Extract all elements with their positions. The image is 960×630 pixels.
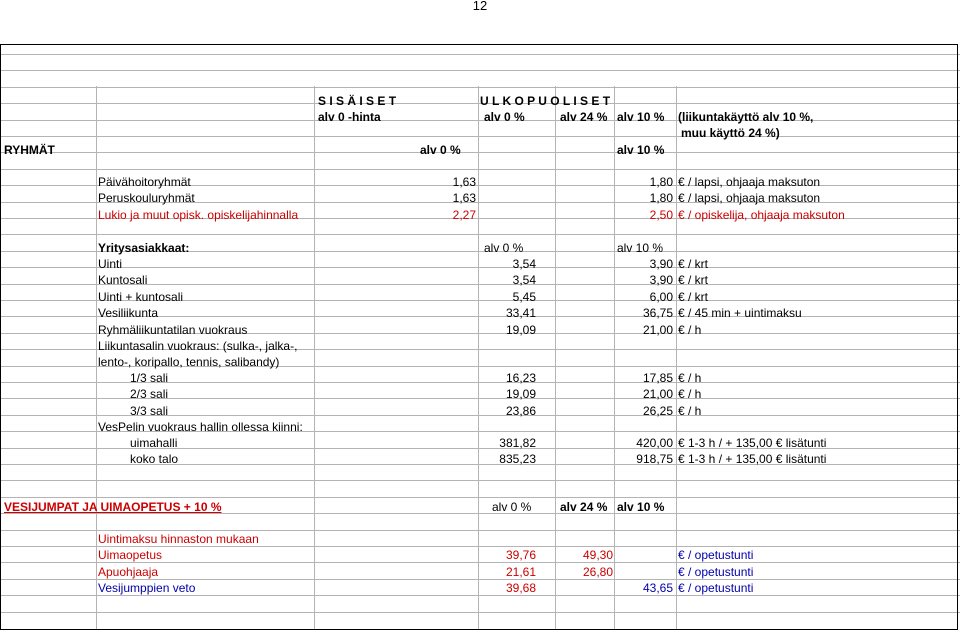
vesijumpat-row-name: Apuohjaaja <box>98 565 159 579</box>
yritys-row-alv10: 36,75 <box>642 306 673 321</box>
yritys-row-unit: € / h <box>678 322 702 337</box>
vespelin-row-name: koko talo <box>130 452 179 467</box>
yritys-row-alv10: 3,90 <box>649 257 673 271</box>
ryhmat-row-alv0: 2,27 <box>452 208 476 222</box>
vespelin-row-alv10: 420,00 <box>636 436 673 450</box>
grid-col-line <box>676 86 677 630</box>
vespelin-row-alv10: 918,75 <box>636 452 673 467</box>
grid-row-line <box>0 169 960 170</box>
ryhmat-row-unit: € / lapsi, ohjaaja maksuton <box>678 191 821 205</box>
ryhmat-row-alv0: 1,63 <box>452 175 476 189</box>
vesijumpat-col-alv0: alv 0 % <box>492 500 532 514</box>
grid-col-line <box>614 86 615 630</box>
yritys-row-name: Kuntosali <box>98 273 148 288</box>
grid-row-line <box>0 120 960 121</box>
header-alv10: alv 10 % <box>617 110 665 124</box>
vesijumpat-row-alv24: 26,80 <box>582 565 613 579</box>
vesijumpat-row-alv0: 21,61 <box>505 565 536 579</box>
vesijumpat-row-name: Vesijumppien veto <box>98 581 196 595</box>
ryhmat-row-unit: € / opiskelija, ohjaaja maksuton <box>678 208 845 222</box>
vesijumpat-col-alv10: alv 10 % <box>617 500 665 514</box>
liikuntasali-label-1: Liikuntasalin vuokraus: (sulka-, jalka-, <box>98 339 298 353</box>
grid-col-line <box>314 86 315 630</box>
header-alv0-hinta: alv 0 -hinta <box>318 110 381 124</box>
sali-row-unit: € / h <box>678 371 702 385</box>
grid-row-line <box>0 480 960 481</box>
grid-row-line <box>0 54 960 55</box>
vesijumpat-row-alv0: 39,68 <box>505 581 536 595</box>
yritys-row-name: Uinti <box>98 257 123 271</box>
vesijumpat-intro: Uintimaksu hinnaston mukaan <box>98 532 259 546</box>
vesijumpat-row-name: Uimaopetus <box>98 548 163 562</box>
vespelin-row-unit: € 1-3 h / + 135,00 € lisätunti <box>678 452 827 467</box>
grid-row-line <box>0 612 960 613</box>
yritys-col-alv0: alv 0 % <box>484 241 524 255</box>
ryhmat-label: RYHMÄT <box>4 143 55 157</box>
grid-col-line <box>96 86 97 630</box>
sali-row-name: 1/3 sali <box>130 371 169 385</box>
grid-row-line <box>0 234 960 235</box>
yritys-row-alv10: 6,00 <box>649 289 673 304</box>
sali-row-alv0: 16,23 <box>505 371 536 385</box>
page-number: 12 <box>472 0 488 13</box>
header-alv24: alv 24 % <box>560 110 608 124</box>
yritys-row-alv10: 3,90 <box>649 273 673 288</box>
vesijumpat-col-alv24: alv 24 % <box>560 500 608 514</box>
sali-row-alv0: 23,86 <box>505 403 536 418</box>
sali-row-alv10: 21,00 <box>642 387 673 402</box>
vespelin-label: VesPelin vuokraus hallin ollessa kiinni: <box>98 420 303 434</box>
ryhmat-row-name: Päivähoitoryhmät <box>98 175 191 189</box>
sali-row-alv10: 26,25 <box>642 403 673 418</box>
vespelin-row-alv0: 835,23 <box>499 452 536 467</box>
header-note-1: (liikuntakäyttö alv 10 %, <box>678 110 814 124</box>
vesijumpat-label <box>4 499 222 515</box>
ryhmat-row-name: Lukio ja muut opisk. opiskelijahinnalla <box>98 208 299 222</box>
yritys-label: Yritysasiakkaat: <box>98 241 190 255</box>
grid-row-line <box>0 152 960 153</box>
yritys-row-unit: € / krt <box>678 257 709 271</box>
ryhmat-row-unit: € / lapsi, ohjaaja maksuton <box>678 175 821 189</box>
ryhmat-row-alv10: 1,80 <box>649 175 673 189</box>
grid-row-line <box>0 70 960 71</box>
vesijumpat-label-text: VESIJUMPAT JA UIMAOPETUS + 10 % <box>4 500 222 514</box>
vesijumpat-row-alv10: 43,65 <box>642 581 673 595</box>
yritys-row-name: Uinti + kuntosali <box>98 289 184 304</box>
ryhmat-row-alv0: 1,63 <box>452 191 476 205</box>
liikuntasali-label-2: lento-, koripallo, tennis, salibandy) <box>98 355 280 369</box>
grid-row-line <box>0 136 960 137</box>
sali-row-alv10: 17,85 <box>642 371 673 385</box>
sali-row-unit: € / h <box>678 387 702 402</box>
yritys-row-alv0: 3,54 <box>512 273 536 288</box>
yritys-row-unit: € / krt <box>678 273 709 288</box>
yritys-row-alv0: 5,45 <box>512 289 536 304</box>
ryhmat-col-alv10: alv 10 % <box>617 143 665 157</box>
yritys-col-alv10: alv 10 % <box>617 241 664 255</box>
ryhmat-row-name: Peruskouluryhmät <box>98 191 195 205</box>
yritys-row-unit: € / krt <box>678 289 709 304</box>
header-alv0: alv 0 % <box>484 110 525 124</box>
yritys-row-alv0: 3,54 <box>512 257 536 271</box>
title-sisaiset: S I S Ä I S E T <box>318 94 397 108</box>
vesijumpat-row-unit: € / opetustunti <box>678 581 754 595</box>
vesijumpat-row-unit: € / opetustunti <box>678 548 754 562</box>
yritys-row-alv10: 21,00 <box>642 322 673 337</box>
vespelin-row-unit: € 1-3 h / + 135,00 € lisätunti <box>678 436 827 450</box>
vesijumpat-row-alv0: 39,76 <box>505 548 536 562</box>
yritys-row-name: Vesiliikunta <box>98 306 159 321</box>
vespelin-row-alv0: 381,82 <box>499 436 536 450</box>
grid-row-line <box>0 497 960 498</box>
yritys-row-alv0: 33,41 <box>505 306 536 321</box>
sali-row-name: 3/3 sali <box>130 403 169 418</box>
sali-row-unit: € / h <box>678 403 702 418</box>
title-ulkopuoliset: U L K O P U O L I S E T <box>480 94 611 108</box>
vesijumpat-row-alv24: 49,30 <box>582 548 613 562</box>
header-note-2: muu käyttö 24 %) <box>681 126 780 140</box>
yritys-row-unit: € / 45 min + uintimaksu <box>678 306 802 321</box>
yritys-row-name: Ryhmäliikuntatilan vuokraus <box>98 322 248 337</box>
grid-row-line <box>0 87 960 88</box>
vespelin-row-name: uimahalli <box>130 436 178 450</box>
vesijumpat-row-unit: € / opetustunti <box>678 565 754 579</box>
sali-row-name: 2/3 sali <box>130 387 169 402</box>
ryhmat-row-alv10: 2,50 <box>649 208 673 222</box>
ryhmat-col-alv0: alv 0 % <box>420 143 461 157</box>
ryhmat-row-alv10: 1,80 <box>649 191 673 205</box>
yritys-row-alv0: 19,09 <box>505 322 536 337</box>
sali-row-alv0: 19,09 <box>505 387 536 402</box>
